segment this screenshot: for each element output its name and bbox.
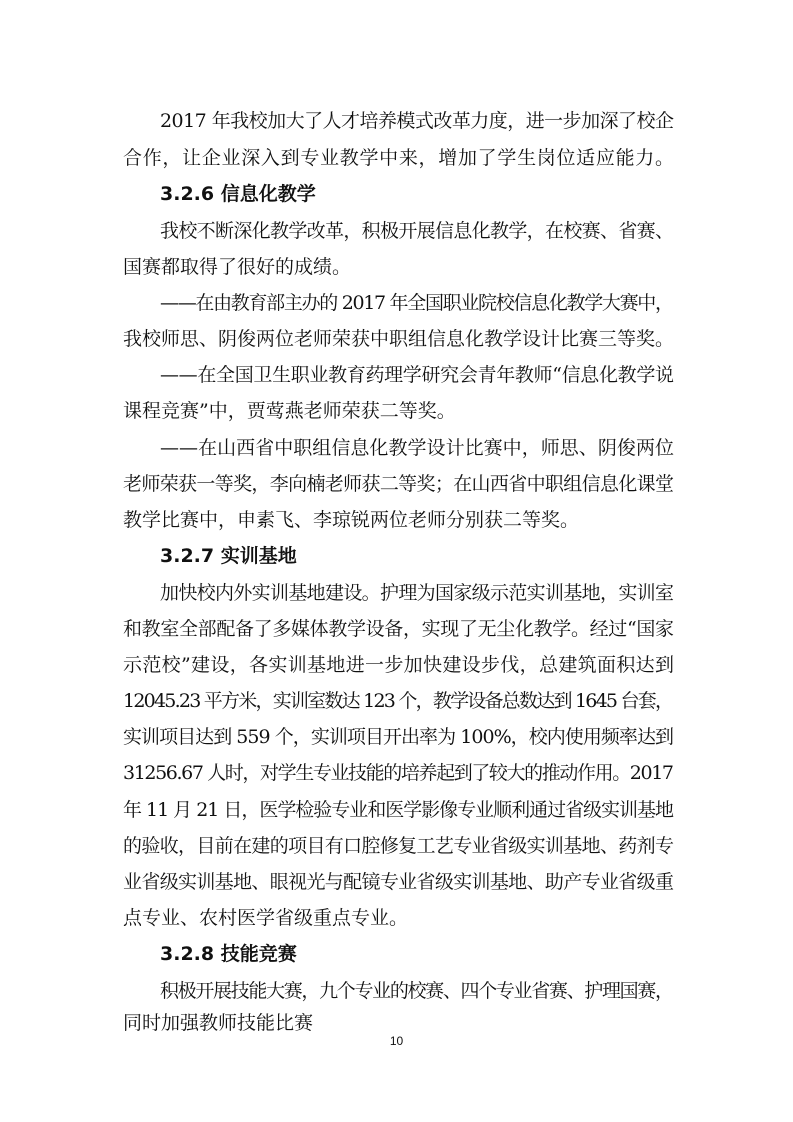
paragraph-line: 积极开展技能大赛，九个专业的校赛、四个专业省赛、护理国赛， xyxy=(160,980,673,1002)
paragraph-line: 课程竞赛”中，贾莺燕老师荣获二等奖。 xyxy=(123,400,456,422)
paragraph-line: 合作，让企业深入到专业教学中来，增加了学生岗位适应能力。 xyxy=(123,147,675,169)
paragraph-line: 加快校内外实训基地建设。护理为国家级示范实训基地，实训室 xyxy=(160,582,674,604)
section-heading-3-2-8: 3.2.8 技能竞赛 xyxy=(160,943,297,965)
paragraph-line: 国赛都取得了很好的成绩。 xyxy=(123,256,352,278)
paragraph-line: 我校师思、阴俊两位老师荣获中职组信息化教学设计比赛三等奖。 xyxy=(123,328,674,350)
paragraph-line: ——在由教育部主办的 2017 年全国职业院校信息化教学大赛中， xyxy=(160,292,673,314)
paragraph-line: ——在全国卫生职业教育药理学研究会青年教师“信息化教学说 xyxy=(160,364,674,386)
page-number: 10 xyxy=(389,1034,404,1048)
section-heading-3-2-6: 3.2.6 信息化教学 xyxy=(160,183,316,205)
paragraph-line: 我校不断深化教学改革，积极开展信息化教学，在校赛、省赛、 xyxy=(160,220,674,242)
paragraph-line: 教学比赛中，申素飞、李琼锐两位老师分别获二等奖。 xyxy=(123,509,580,531)
paragraph-line: 同时加强教师技能比赛 xyxy=(123,1012,314,1034)
paragraph-line: 年 11 月 21 日，医学检验专业和医学影像专业顺利通过省级实训基地 xyxy=(123,799,673,821)
paragraph-line: 的验收，目前在建的项目有口腔修复工艺专业省级实训基地、药剂专 xyxy=(123,835,674,857)
paragraph-line: 和教室全部配备了多媒体教学设备，实现了无尘化教学。经过“国家 xyxy=(123,618,674,640)
paragraph-line: 31256.67 人时，对学生专业技能的培养起到了较大的推动作用。2017 xyxy=(123,762,673,784)
paragraph-line: 实训项目达到 559 个，实训项目开出率为 100%，校内使用频率达到 xyxy=(123,726,674,748)
paragraph-line: ——在山西省中职组信息化教学设计比赛中，师思、阴俊两位 xyxy=(160,437,675,459)
section-heading-3-2-7: 3.2.7 实训基地 xyxy=(160,545,297,567)
paragraph-line: 老师荣获一等奖，李向楠老师获二等奖；在山西省中职组信息化课堂 xyxy=(123,473,674,495)
paragraph-line: 点专业、农村医学省级重点专业。 xyxy=(123,907,409,929)
paragraph-line: 业省级实训基地、眼视光与配镜专业省级实训基地、助产专业省级重 xyxy=(123,871,674,893)
paragraph-line: 12045.23 平方米，实训室数达 123 个，教学设备总数达到 1645 台套， xyxy=(123,690,673,712)
paragraph-line: 示范校”建设，各实训基地进一步加快建设步伐，总建筑面积达到 xyxy=(123,654,675,676)
paragraph-line: 2017 年我校加大了人才培养模式改革力度，进一步加深了校企 xyxy=(160,110,674,132)
